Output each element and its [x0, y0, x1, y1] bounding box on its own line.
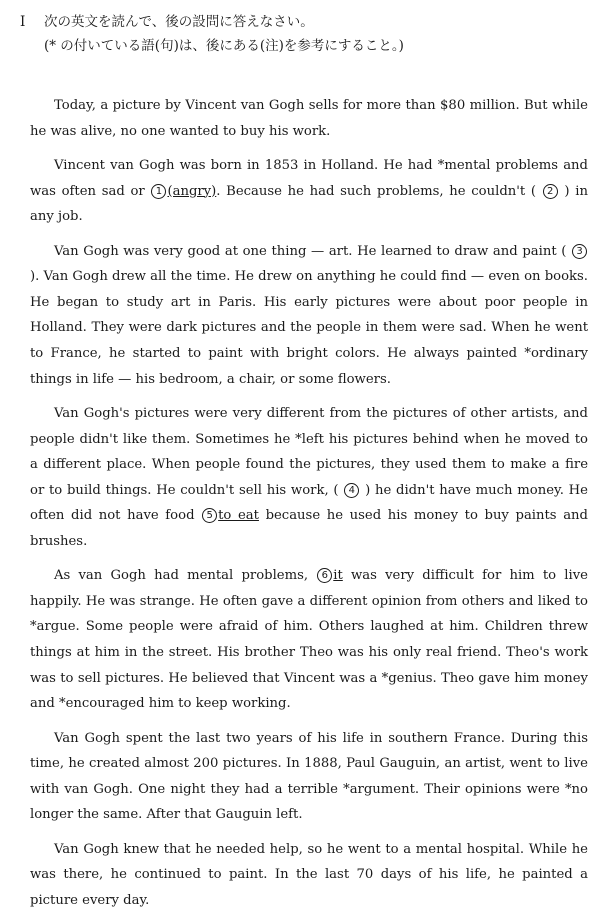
text-run: Van Gogh's pictures were very different from the pictures of other artists, and people didn't like them. Sometimes he *left his pictures behind when he moved to a different place. When people found the pictures, they used them to make a fire or to build things. He couldn't sell his work, (	[30, 405, 588, 498]
question-marker-5: 5	[202, 508, 217, 523]
paragraph-3	[30, 239, 588, 393]
text-run: because he used his money to buy paints and brushes.	[30, 508, 588, 549]
question-marker-6: 6	[317, 568, 332, 583]
text-run: . Because he had such problems, he couldn't (	[216, 183, 542, 199]
paragraph-1: Today, a picture by Vincent van Gogh sells for more than $80 million. But while he was alive, no one wanted to buy his work.	[30, 98, 588, 139]
underlined-word-angry: (angry)	[167, 183, 217, 199]
paragraph-5	[30, 563, 588, 717]
question-header	[20, 10, 590, 58]
underlined-phrase-to-eat: to eat	[218, 508, 259, 524]
text-run: ). Van Gogh drew all the time. He drew on anything he could find — even on books. He began to study art in Paris. His early pictures were about poor people in Holland. They were dark pictures and the people in them were sad. When he went to France, he started to paint with bright colors. He always painted *ordinary things in life — his bedroom, a chair, or some flowers.	[30, 269, 588, 387]
instruction-text: 次の英文を読んで、後の設問に答えなさい。	[44, 14, 314, 30]
text-run: ) he didn't have much money. He often did not have food	[30, 482, 588, 524]
text-run: Van Gogh was very good at one thing — art. He learned to draw and paint (	[54, 243, 571, 259]
text-run: ) in any job.	[30, 183, 588, 225]
paragraph-7: Van Gogh knew that he needed help, so he went to a mental hospital. While he was there, he continued to paint. In the last 70 days of his life, he painted a picture every day.	[30, 841, 588, 908]
paragraph-6: Van Gogh spent the last two years of his life in southern France. During this time, he created almost 200 pictures. In 1888, Paul Gauguin, an artist, went to live with van Gogh. One night they had a terrible *argument. Their opinions were *no longer the same. After that Gauguin left.	[30, 730, 588, 823]
passage	[30, 93, 588, 922]
text-run: Vincent van Gogh was born in 1853 in Holland. He had *mental problems and was often sad or	[30, 157, 588, 199]
underlined-word-it: it	[333, 568, 343, 584]
question-marker-2: 2	[543, 184, 558, 199]
section-number: I	[20, 14, 26, 30]
text-run: As van Gogh had mental problems,	[54, 568, 317, 584]
paragraph-4	[30, 401, 588, 555]
text-run: was very difficult for him to live happily. He was strange. He often gave a different opinion from others and liked to *argue. Some people were afraid of him. Others laughed at him. Children threw things at him in the street. His brother Theo was his only real friend. Theo's work was to sell pictures. He believed that Vincent was a *genius. Theo gave him money and *encouraged him to keep working.	[30, 568, 588, 712]
instruction-line	[20, 10, 590, 34]
question-marker-3: 3	[572, 244, 587, 259]
note-text: (* の付いている語(句)は、後にある(注)を参考にすること。)	[44, 38, 404, 54]
question-marker-4: 4	[344, 483, 359, 498]
question-marker-1: 1	[151, 184, 166, 199]
paragraph-2	[30, 153, 588, 230]
